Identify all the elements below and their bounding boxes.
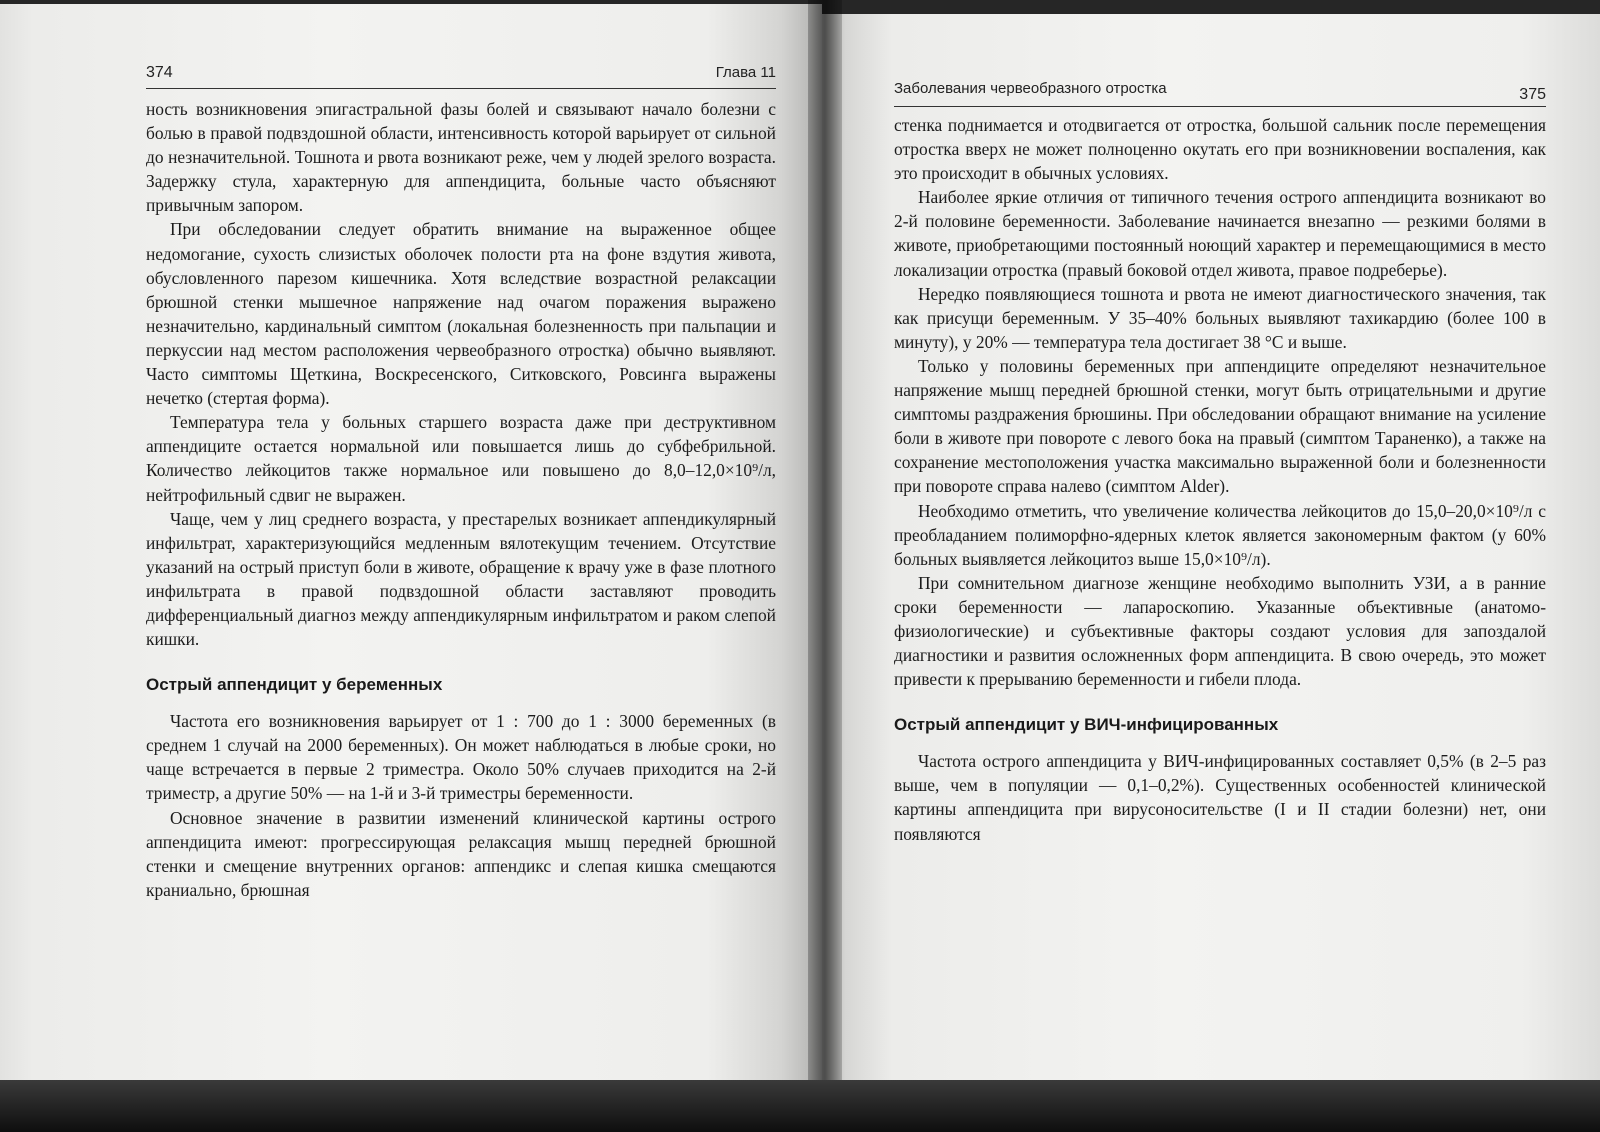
right-page-header [894,76,1546,107]
page-number: 375 [1519,86,1546,103]
book-gutter-shadow [808,0,842,1100]
paragraph: Чаще, чем у лиц среднего возраста, у престарелых возникает аппендикулярный инфильтрат, характеризующийся медленным вялотекущим течением. Отсутствие указаний на острый приступ боли в животе, обращение к врачу уже в фазе плотного инфильтрата в правой подвздошной области заставляют проводить дифференциальный диагноз между аппендикулярным инфильтратом и раком слепой кишки. [146,508,776,650]
paragraph: При сомнительном диагнозе женщине необходимо выполнить УЗИ, а в ранние сроки беременности — лапароскопию. Указанные объективные (анатомо-физиологические) и субъективные факторы создают условия для запоздалой диагностики и развития осложненных форм аппендицита. В свою очередь, это может привести к прерыванию беременности и гибели плода. [894,572,1546,690]
right-page-body [894,113,1546,846]
paragraph: стенка поднимается и отодвигается от отростка, большой сальник после перемещения отростка вверх не может полноценно окутать его при возникновении воспаления, как это происходит в обычных условиях. [894,115,1546,184]
paragraph: Частота острого аппендицита у ВИЧ-инфицированных составляет 0,5% (в 2–5 раз выше, чем в популяции — 0,1–0,2%). Существенных особенностей клинической картины аппендицита при вирусоносительстве (I и II стадии болезни) нет, они появляются [894,751,1546,844]
paragraph: Основное значение в развитии изменений клинической картины острого аппендицита имеют: прогрессирующая релаксация мышц передней брюшной стенки и смещение внутренних органов: аппендикс и слепая кишка смещаются краниально, брюшная [146,807,776,900]
paragraph: Частота его возникновения варьирует от 1 : 700 до 1 : 3000 беременных (в среднем 1 случай на 2000 беременных). Он может наблюдаться в любые сроки, но чаще встречается в первые 2 триместра. Около 50% случаев приходится на 2-й триместр, а другие 50% — на 1-й и 3-й триместры беременности. [146,711,776,804]
left-page-header [146,62,776,89]
paragraph: ность возникновения эпигастральной фазы болей и связывают начало болезни с болью в правой подвздошной области, интенсивность которой варьирует от сильной до незначительной. Тошнота и рвота возникают реже, чем у людей зрелого возраста. Задержку стула, характерную для аппендицита, больные часто объясняют привычным запором. [146,99,776,216]
page-number: 374 [146,64,173,81]
running-head: Заболевания червеобразного отростка [894,80,1167,97]
running-head: Глава 11 [715,64,776,81]
paragraph: Только у половины беременных при аппендиците определяют незначительное напряжение мышц передней брюшной стенки, могут быть отрицательными и другие симптомы раздражения брюшины. При обследовании обращают внимание на усиление боли в животе при повороте с левого бока на правый (симптом Тараненко), а также на сохранение местоположения участка максимально выраженной боли и болезненности при повороте справа налево (симптом Alder). [894,355,1546,497]
section-heading: Острый аппендицит у ВИЧ-инфицированных [894,715,1279,735]
page-bottom-shadow [0,1080,1600,1132]
paragraph: Наиболее яркие отличия от типичного течения острого аппендицита возникают во 2-й половине беременности. Заболевание начинается внезапно — резкими болями в животе, приобретающими постоянный ноющий характер и перемещающимися в место локализации отростка (правый боковой отдел живота, правое подреберье). [894,187,1546,280]
left-page-body [146,97,776,902]
section-heading: Острый аппендицит у беременных [146,675,443,695]
paragraph: Необходимо отметить, что увеличение количества лейкоцитов до 15,0–20,0×10⁹/л с преобладанием полиморфно-ядерных клеток является закономерным фактом (у 60% больных выявляется лейкоцитоз выше 15,0×10⁹/л). [894,500,1546,569]
left-page [0,4,822,1088]
paragraph: При обследовании следует обратить внимание на выраженное общее недомогание, сухость слизистых оболочек полости рта на фоне вздутия живота, обусловленного парезом кишечника. Хотя вследствие возрастной релаксации брюшной стенки мышечное напряжение над очагом поражения выражено незначительно, кардинальный симптом (локальная болезненность при пальпации и перкуссии над местом расположения червеобразного отростка) обычно выявляют. Часто симптомы Щеткина, Воскресенского, Ситковского, Ровсинга выражены нечетко (стертая форма). [146,219,776,409]
right-page [822,14,1600,1094]
paragraph: Температура тела у больных старшего возраста даже при деструктивном аппендиците остается нормальной или повышается лишь до субфебрильной. Количество лейкоцитов также нормальное или повышено до 8,0–12,0×10⁹/л, нейтрофильный сдвиг не выражен. [146,412,776,505]
paragraph: Нередко появляющиеся тошнота и рвота не имеют диагностического значения, так как присущи беременным. У 35–40% больных выявляют тахикардию (более 100 в минуту), у 20% — температура тела достигает 38 °С и выше. [894,283,1546,352]
